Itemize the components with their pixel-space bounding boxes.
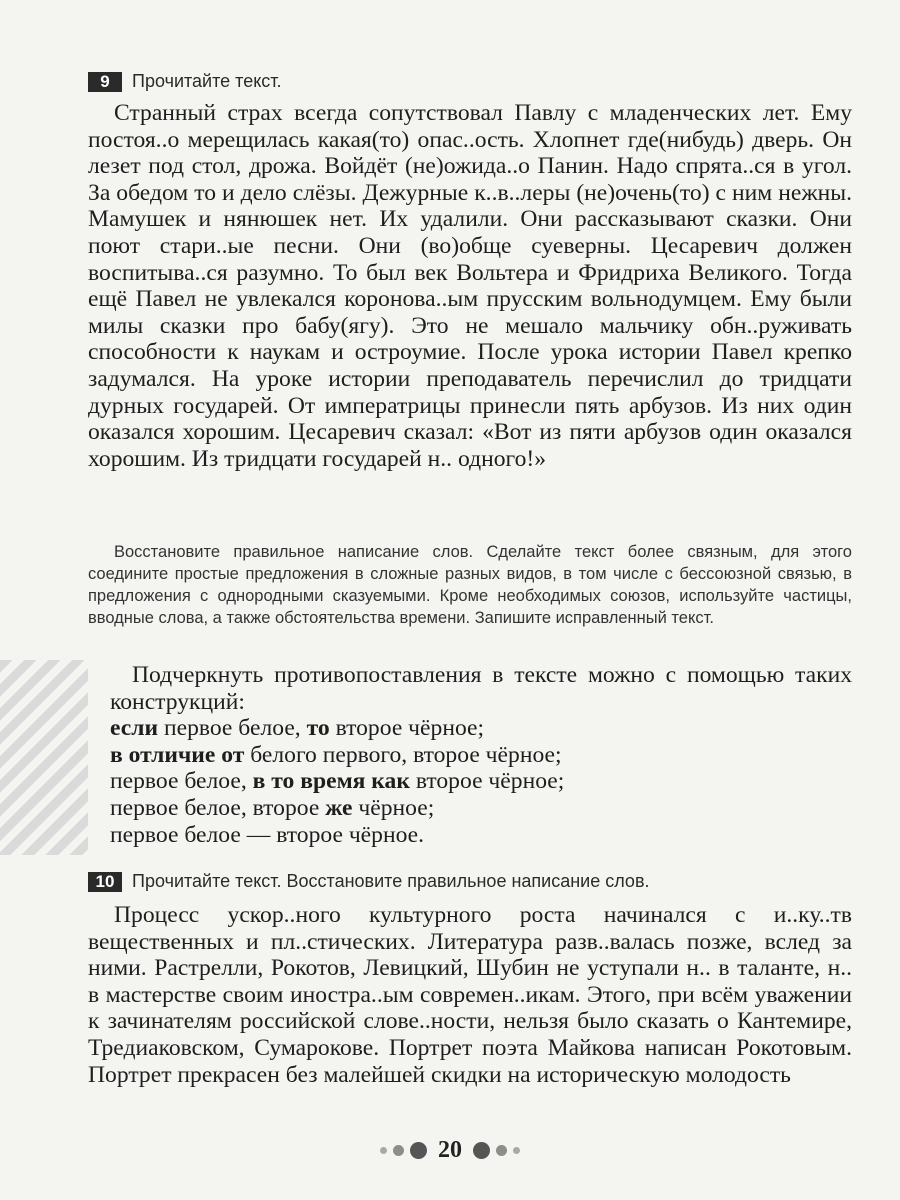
keyword: если — [110, 715, 159, 742]
tip-line — [110, 822, 852, 849]
tip-line — [110, 768, 852, 795]
text: чёрное; — [352, 794, 435, 821]
page-footer — [0, 1135, 900, 1165]
task-number-badge: 9 — [88, 72, 122, 92]
decorative-dot — [496, 1145, 507, 1156]
task-title: Прочитайте текст. — [132, 71, 282, 91]
tip-line — [110, 795, 852, 822]
task-9-instructions — [88, 541, 852, 629]
instructions-text: Восстановите правильное написание слов. Сделайте текст более связным, для этого соедините простые предложения в сложные разных видов, в том числе с бессоюзной связью, в предложения с однородными сказуемыми. Кроме необходимых союзов, используйте частицы, вводные слова, а также обстоятельства времени. Запишите исправленный текст. — [88, 543, 852, 627]
keyword: же — [325, 794, 353, 821]
text: второе чёрное; — [329, 715, 485, 742]
keyword: то — [306, 715, 330, 742]
text: белого первого, второе чёрное; — [244, 741, 562, 768]
tip-line — [110, 742, 852, 769]
paragraph: Процесс ускор..ного культурного роста начинался с и..ку..тв вещественных и пл..стических. Литература разв..валась позже, вслед за ними. Растрелли, Рокотов, Левицкий, Шубин не уступали н.. в таланте, н.. в мастерстве своим иностра..ым современ..икам. Этого, при всём уважении к зачинателям российской слове..ности, нельзя было сказать о Кантемире, Тредиаковском, Сумарокове. Портрет поэта Майкова написан Рокотовым. Портрет прекрасен без малейшей скидки на историческую молодость — [88, 902, 852, 1088]
decorative-dot — [393, 1145, 404, 1156]
tip-block — [110, 662, 852, 848]
text: первое белое, второе — [110, 794, 326, 821]
tip-intro: Подчеркнуть противопоставления в тексте можно с помощью таких конструкций: — [110, 662, 852, 715]
keyword: в то время как — [252, 768, 410, 795]
task-9-text — [88, 100, 852, 472]
paragraph: Странный страх всегда сопутствовал Павлу с младенческих лет. Ему постоя..о мерещилась какая(то) опас..ость. Хлопнет где(нибудь) дверь. Он лезет под стол, дрожа. Войдёт (не)ожида..о Панин. Надо спрята..ся в угол. За обедом то и дело слёзы. Дежурные к..в..леры (не)очень(то) с ним нежны. Мамушек и нянюшек нет. Их удалили. Они рассказывают сказки. Они поют стари..ые песни. Они (во)обще суеверны. Цесаревич должен воспитыва..ся разумно. То был век Вольтера и Фридриха Великого. Тогда ещё Павел не увлекался коронова..ым прусским вольнодумцем. Ему были милы сказки про бабу(ягу). Это не мешало мальчику обн..руживать способности к наукам и остроумие. После урока истории Павел крепко задумался. На уроке истории преподаватель перечислил до тридцати дурных государей. От императрицы принесли пять арбузов. Из них один оказался хорошим. Цесаревич сказал: «Вот из пяти арбузов один оказался хорошим. Из тридцати государей н.. одного!» — [88, 100, 852, 472]
decorative-stripes — [0, 660, 88, 855]
text: первое белое — второе чёрное. — [110, 821, 425, 848]
text: первое белое, — [110, 768, 253, 795]
task-10-text — [88, 902, 852, 1088]
text: первое белое, — [158, 715, 307, 742]
task-9-header — [88, 71, 282, 92]
decorative-dot — [473, 1142, 490, 1159]
decorative-dot — [410, 1142, 427, 1159]
tip-line — [110, 715, 852, 742]
page-number: 20 — [438, 1136, 462, 1163]
decorative-dot — [380, 1147, 387, 1154]
keyword: в отличие от — [110, 741, 245, 768]
task-title: Прочитайте текст. Восстановите правильное написание слов. — [132, 871, 650, 891]
task-10-header — [88, 871, 650, 892]
decorative-dot — [513, 1147, 520, 1154]
task-number-badge: 10 — [88, 872, 122, 892]
text: второе чёрное; — [409, 768, 565, 795]
